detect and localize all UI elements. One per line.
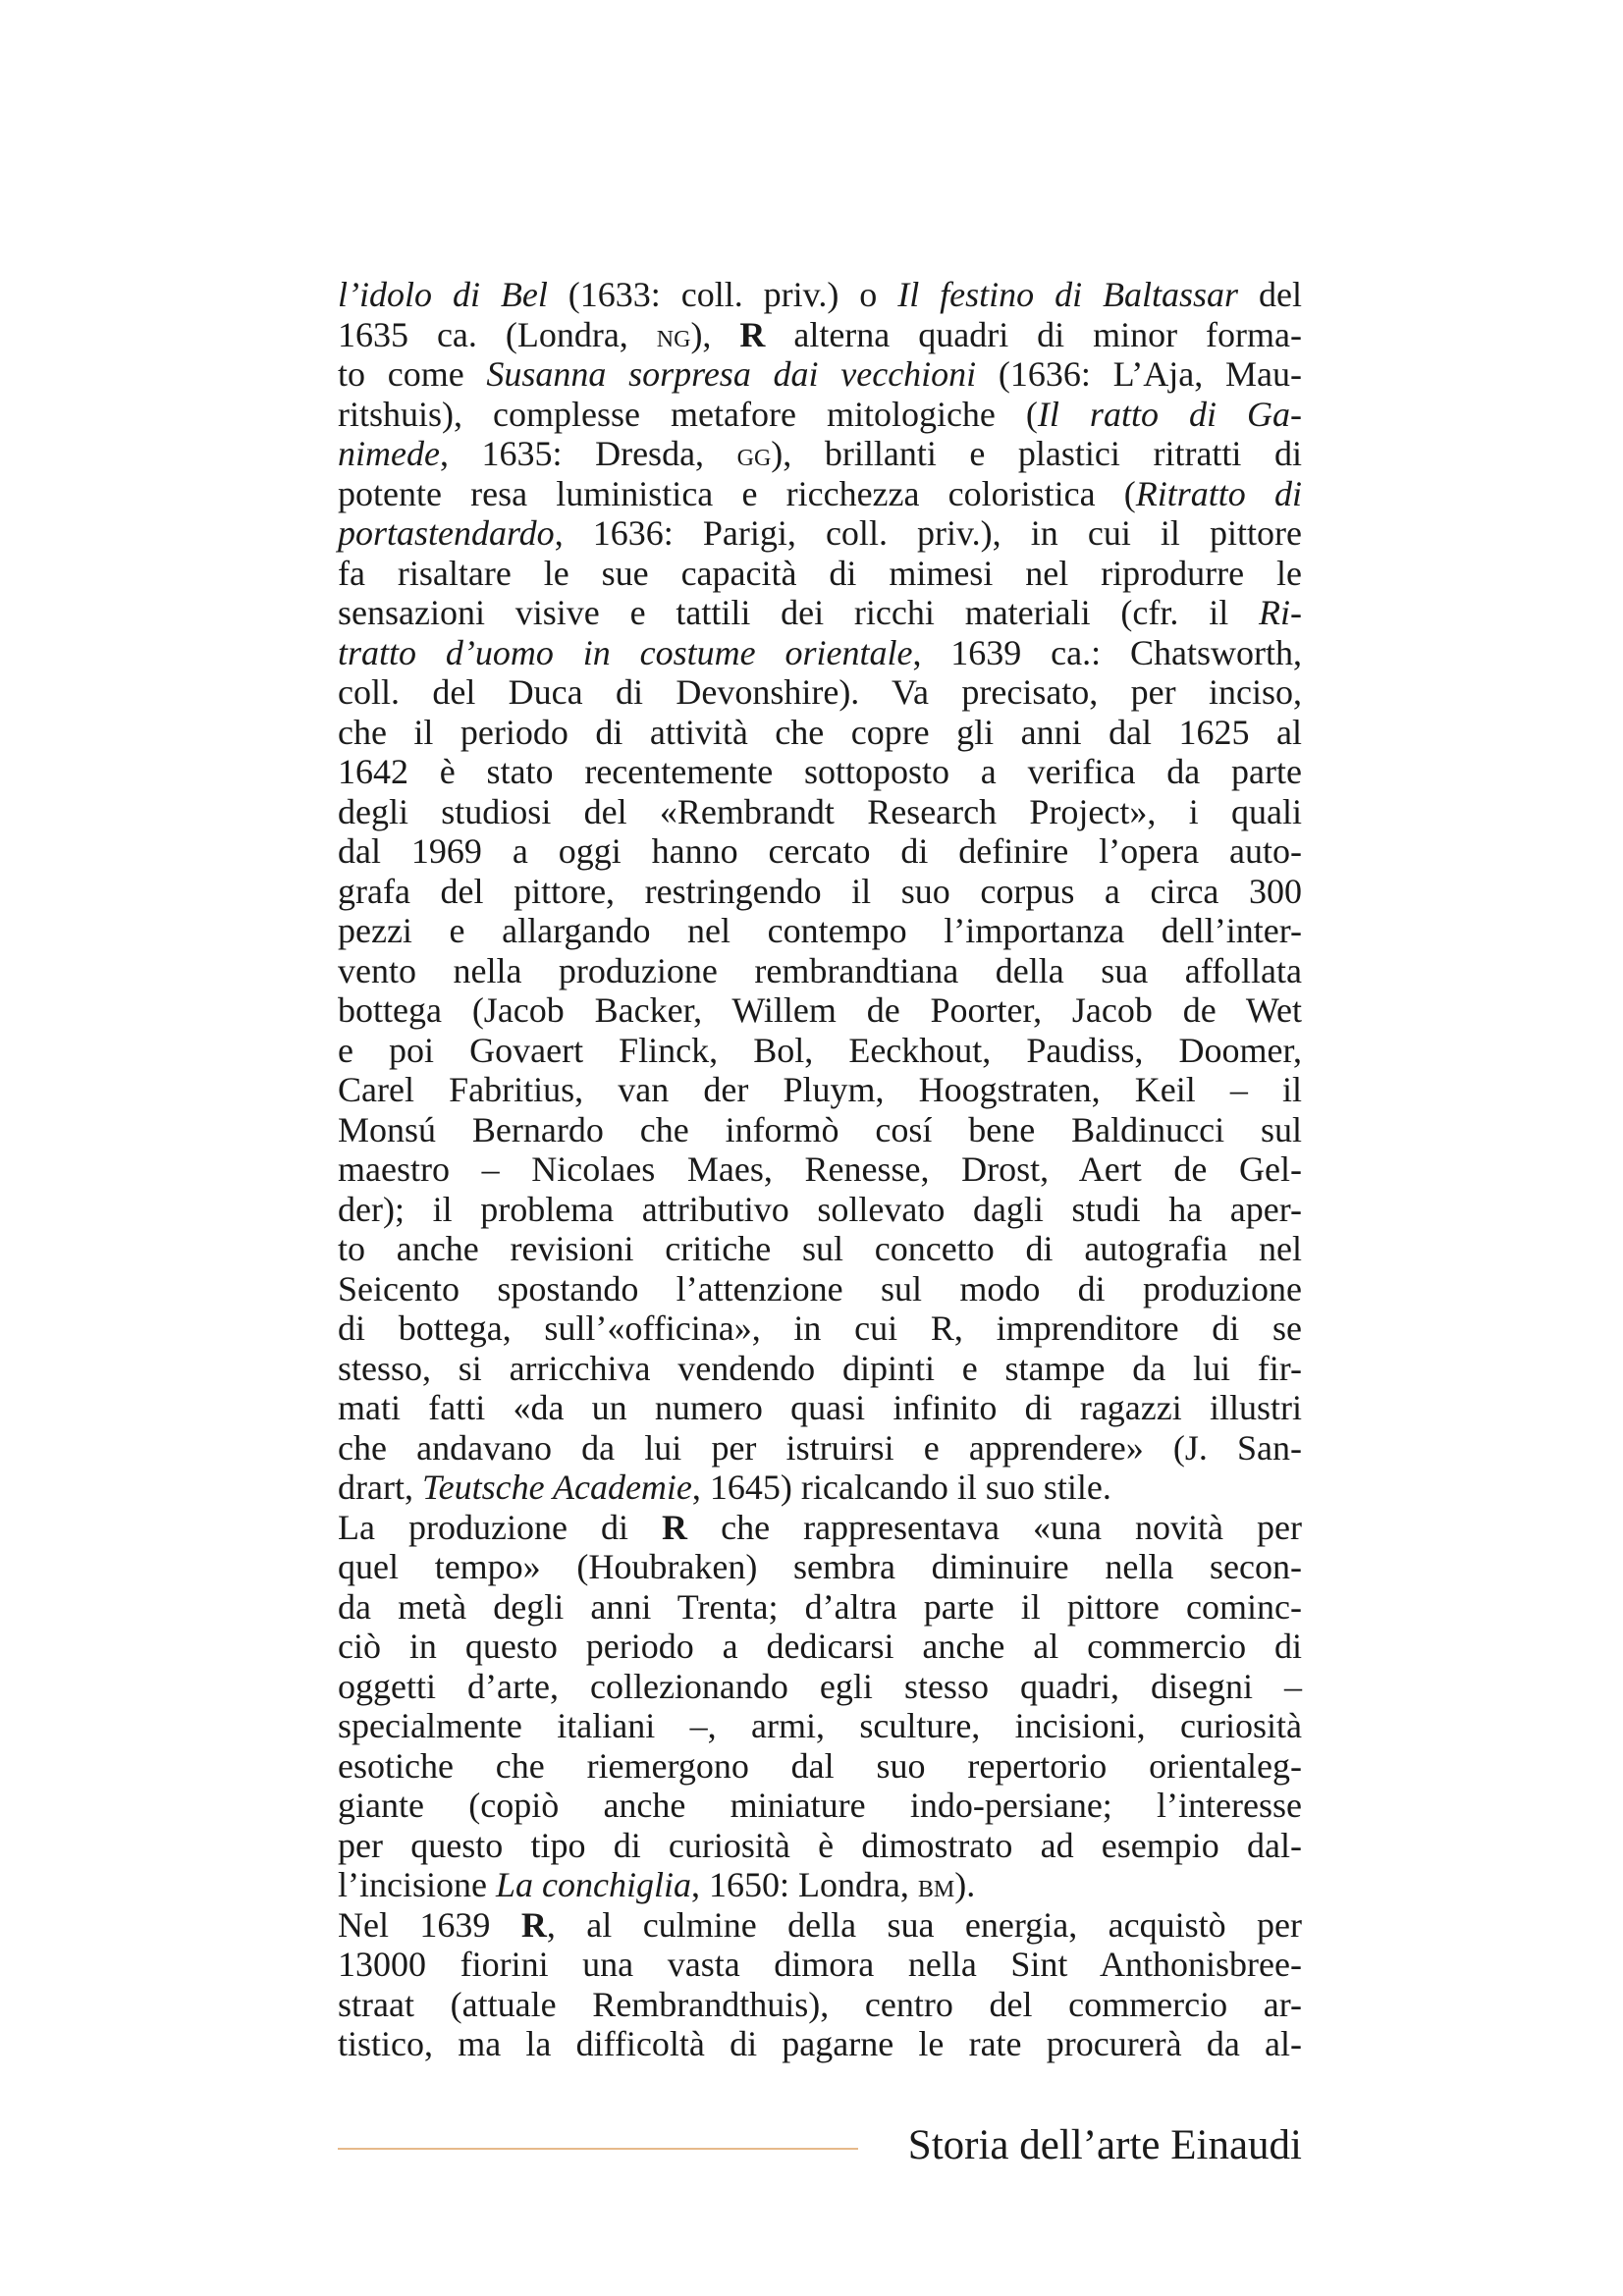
text-run: degli studiosi del «Rembrandt Research Project», i quali xyxy=(338,791,1302,831)
artwork-title: La conchiglia xyxy=(495,1865,691,1904)
text-run: 1642 è stato recentemente sottoposto a verifica da parte xyxy=(338,752,1302,791)
text-run: potente resa luministica e ricchezza coloristica ( xyxy=(338,473,1136,513)
text-run: dal 1969 a oggi hanno cercato di definire l’opera auto- xyxy=(338,831,1302,871)
text-line xyxy=(338,1706,1302,1746)
text-line xyxy=(338,1388,1302,1428)
text-run: (1636: L’Aja, Mau- xyxy=(976,354,1302,394)
text-run: che andavano da lui per istruirsi e apprendere» (J. San- xyxy=(338,1427,1302,1468)
text-run: La produzione di xyxy=(338,1507,663,1547)
text-line xyxy=(338,1508,1302,1548)
text-line xyxy=(338,1985,1302,2025)
text-run: Nel 1639 xyxy=(338,1904,521,1945)
artwork-title: tratto d’uomo in costume orientale xyxy=(338,632,913,672)
text-line xyxy=(338,513,1302,554)
artwork-title: portastendardo xyxy=(338,513,555,553)
text-line xyxy=(338,315,1302,355)
text-line xyxy=(338,1190,1302,1230)
museum-abbreviation: ng xyxy=(656,317,691,354)
text-run: esotiche che riemergono dal suo repertorio orientaleg- xyxy=(338,1745,1302,1786)
text-line xyxy=(338,831,1302,872)
text-line xyxy=(338,1308,1302,1349)
footer-divider xyxy=(338,2148,858,2150)
text-line xyxy=(338,2024,1302,2064)
artwork-title: Ritratto di xyxy=(1135,473,1302,513)
text-run: oggetti d’arte, collezionando egli stesso quadri, disegni – xyxy=(338,1666,1302,1706)
text-run: bottega (Jacob Backer, Willem de Poorter, Jacob de Wet xyxy=(338,990,1302,1030)
text-run: straat (attuale Rembrandthuis), centro del commercio ar- xyxy=(338,1984,1302,2024)
text-run: stesso, si arricchiva vendendo dipinti e stampe da lui fir- xyxy=(338,1348,1302,1388)
text-run: , al culmine della sua energia, acquistò per xyxy=(546,1904,1303,1945)
text-run: alterna quadri di minor forma- xyxy=(765,314,1302,354)
text-line xyxy=(338,633,1302,673)
text-run: specialmente italiani –, armi, sculture, incisioni, curiosità xyxy=(338,1706,1302,1745)
text-run: to come xyxy=(338,354,487,394)
museum-abbreviation: gg xyxy=(736,437,772,473)
text-line xyxy=(338,1905,1302,1946)
text-run: Carel Fabritius, van der Pluym, Hoogstraten, Keil – il xyxy=(338,1070,1302,1109)
text-run: 1635 ca. (Londra, xyxy=(338,314,657,354)
text-line xyxy=(338,395,1302,435)
text-run: e poi Govaert Flinck, Bol, Eeckhout, Paudiss, Doomer, xyxy=(338,1030,1302,1070)
text-run: giante (copiò anche miniature indo-persiane; l’interesse xyxy=(338,1786,1302,1825)
text-line xyxy=(338,752,1302,792)
text-line xyxy=(338,792,1302,832)
artist-initial: R xyxy=(662,1507,688,1547)
text-line xyxy=(338,1149,1302,1190)
artwork-title: Ri- xyxy=(1259,593,1302,632)
text-line xyxy=(338,713,1302,753)
text-line xyxy=(338,1587,1302,1628)
text-run: , 1636: Parigi, coll. priv.), in cui il pittore xyxy=(554,513,1302,553)
text-line xyxy=(338,1746,1302,1787)
text-line xyxy=(338,354,1302,395)
text-run: ritshuis), complesse metafore mitologiche ( xyxy=(338,394,1038,434)
text-run: coll. del Duca di Devonshire). Va precisato, per inciso, xyxy=(338,672,1302,712)
artwork-title: Susanna sorpresa dai vecchioni xyxy=(486,354,977,394)
artwork-title: Il ratto di Ga- xyxy=(1037,394,1302,434)
text-run: , 1635: Dresda, xyxy=(439,434,737,473)
text-line xyxy=(338,1349,1302,1389)
text-line xyxy=(338,990,1302,1031)
body-text xyxy=(338,275,1302,2064)
text-run: , 1639 ca.: Chatsworth, xyxy=(912,632,1302,672)
artwork-title: nimede xyxy=(338,434,440,473)
text-line xyxy=(338,593,1302,633)
text-run: vento nella produzione rembrandtiana della sua affollata xyxy=(338,950,1302,990)
text-line xyxy=(338,1786,1302,1826)
text-run: grafa del pittore, restringendo il suo corpus a circa 300 xyxy=(338,871,1302,911)
artwork-title: Il festino di Baltassar xyxy=(897,275,1239,314)
text-run: fa risaltare le sue capacità di mimesi nel riprodurre le xyxy=(338,553,1302,593)
text-line xyxy=(338,1826,1302,1866)
text-run: ), xyxy=(690,314,740,354)
text-run: maestro – Nicolaes Maes, Renesse, Drost, Aert de Gel- xyxy=(338,1149,1302,1189)
text-run: tistico, ma la difficoltà di pagarne le rate procurerà da al- xyxy=(338,2024,1302,2063)
text-line xyxy=(338,1547,1302,1587)
text-run: per questo tipo di curiosità è dimostrato ad esempio dal- xyxy=(338,1825,1302,1865)
text-run: ciò in questo periodo a dedicarsi anche al commercio di xyxy=(338,1627,1302,1666)
text-line xyxy=(338,474,1302,514)
text-line xyxy=(338,1468,1302,1508)
text-run: 13000 fiorini una vasta dimora nella Sint Anthonisbree- xyxy=(338,1945,1302,1984)
text-line xyxy=(338,911,1302,951)
text-run: , 1645) ricalcando il suo stile. xyxy=(691,1468,1111,1507)
text-run: Monsú Bernardo che informò cosí bene Baldinucci sul xyxy=(338,1109,1302,1149)
text-line xyxy=(338,1428,1302,1468)
text-run: ). xyxy=(954,1865,976,1904)
text-run: quel tempo» (Houbraken) sembra diminuire nella secon- xyxy=(338,1547,1302,1586)
text-line xyxy=(338,1945,1302,1985)
text-run: che rappresentava «una novità per xyxy=(687,1507,1303,1547)
artwork-title: Teutsche Academie xyxy=(421,1468,692,1507)
artist-initial: R xyxy=(520,1904,547,1945)
text-run: sensazioni visive e tattili dei ricchi materiali (cfr. il xyxy=(338,593,1260,632)
footer-publication-title: Storia dell’arte Einaudi xyxy=(907,2122,1302,2168)
text-run: der); il problema attributivo sollevato dagli studi ha aper- xyxy=(338,1189,1302,1229)
text-line xyxy=(338,434,1302,474)
text-line xyxy=(338,1269,1302,1309)
text-run: pezzi e allargando nel contempo l’importanza dell’inter- xyxy=(338,911,1302,950)
text-run: , 1650: Londra, xyxy=(690,1865,918,1904)
text-line xyxy=(338,554,1302,594)
text-run: Seicento spostando l’attenzione sul modo di produzione xyxy=(338,1268,1302,1308)
text-run: mati fatti «da un numero quasi infinito di ragazzi illustri xyxy=(338,1388,1302,1427)
text-line xyxy=(338,1229,1302,1269)
text-line xyxy=(338,672,1302,713)
text-run: (1633: coll. priv.) o xyxy=(547,275,898,314)
text-line xyxy=(338,951,1302,991)
text-line xyxy=(338,1865,1302,1905)
text-line xyxy=(338,275,1302,315)
text-run: da metà degli anni Trenta; d’altra parte il pittore cominc- xyxy=(338,1586,1302,1627)
text-run: drart, xyxy=(338,1468,422,1507)
text-line xyxy=(338,1110,1302,1150)
text-run: che il periodo di attività che copre gli anni dal 1625 al xyxy=(338,712,1302,752)
text-run: l’incisione xyxy=(338,1865,496,1904)
artist-initial: R xyxy=(739,314,766,354)
text-line xyxy=(338,1031,1302,1071)
text-run: to anche revisioni critiche sul concetto di autografia nel xyxy=(338,1229,1302,1268)
text-run: del xyxy=(1238,275,1302,314)
text-run: di bottega, sull’«officina», in cui R, imprenditore di se xyxy=(338,1308,1302,1348)
text-line xyxy=(338,1667,1302,1707)
text-line xyxy=(338,872,1302,912)
text-line xyxy=(338,1627,1302,1667)
museum-abbreviation: bm xyxy=(917,1868,955,1904)
text-run: ), brillanti e plastici ritratti di xyxy=(771,434,1302,473)
artwork-title: l’idolo di Bel xyxy=(338,275,548,314)
text-line xyxy=(338,1070,1302,1110)
